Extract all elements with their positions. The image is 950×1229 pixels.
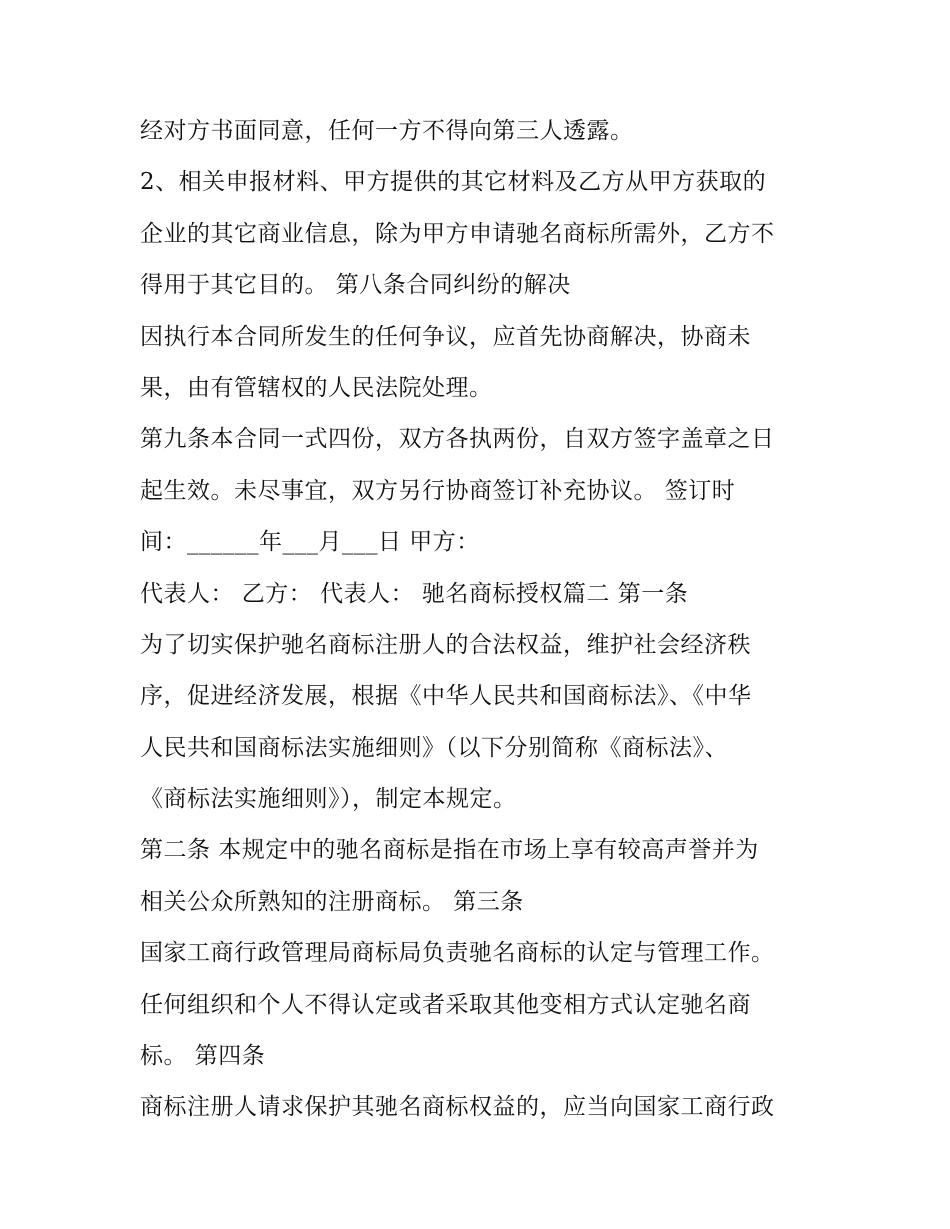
text-line: 因执行本合同所发生的任何争议，应首先协商解决，协商未 [140,323,751,350]
text-line: 经对方书面同意，任何一方不得向第三人透露。 [140,118,634,144]
text-line: 第二条 本规定中的驰名商标是指在市场上享有较高声誉并为 [140,837,759,864]
text-line: 间：______年___月___日 甲方： [140,529,480,556]
text-line: 任何组织和个人不得认定或者采取其他变相方式认定驰名商 [140,991,751,1018]
text-line: 第九条本合同一式四份，双方各执两份，自双方签字盖章之日 [140,426,775,453]
text-line: 起生效。未尽事宜，双方另行协商签订补充协议。 签订时 [140,477,736,504]
text-line: 国家工商行政管理局商标局负责驰名商标的认定与管理工作。 [140,940,775,967]
text-line: 企业的其它商业信息，除为甲方申请驰名商标所需外，乙方不 [140,220,775,247]
text-line: 为了切实保护驰名商标注册人的合法权益，维护社会经济秩 [140,631,751,658]
text-line: 人民共和国商标法实施细则》（以下分别简称《商标法》、 [140,734,728,761]
text-line: 序，促进经济发展，根据《中华人民共和国商标法》、《中华 [140,683,752,710]
text-line: 相关公众所熟知的注册商标。 第三条 [140,888,524,915]
text-line: 得用于其它目的。 第八条合同纠纷的解决 [140,272,571,299]
text-line: 商标注册人请求保护其驰名商标权益的，应当向国家工商行政 [140,1094,775,1121]
document-body [140,106,830,1134]
text-line: 《商标法实施细则》），制定本规定。 [140,786,517,813]
text-line: 2、相关申报材料、甲方提供的其它材料及乙方从甲方获取的 [140,169,767,196]
text-line: 标。 第四条 [140,1043,266,1070]
text-line: 代表人： 乙方： 代表人： 驰名商标授权篇二 第一条 [140,580,689,607]
text-line: 果，由有管辖权的人民法院处理。 [140,374,493,401]
